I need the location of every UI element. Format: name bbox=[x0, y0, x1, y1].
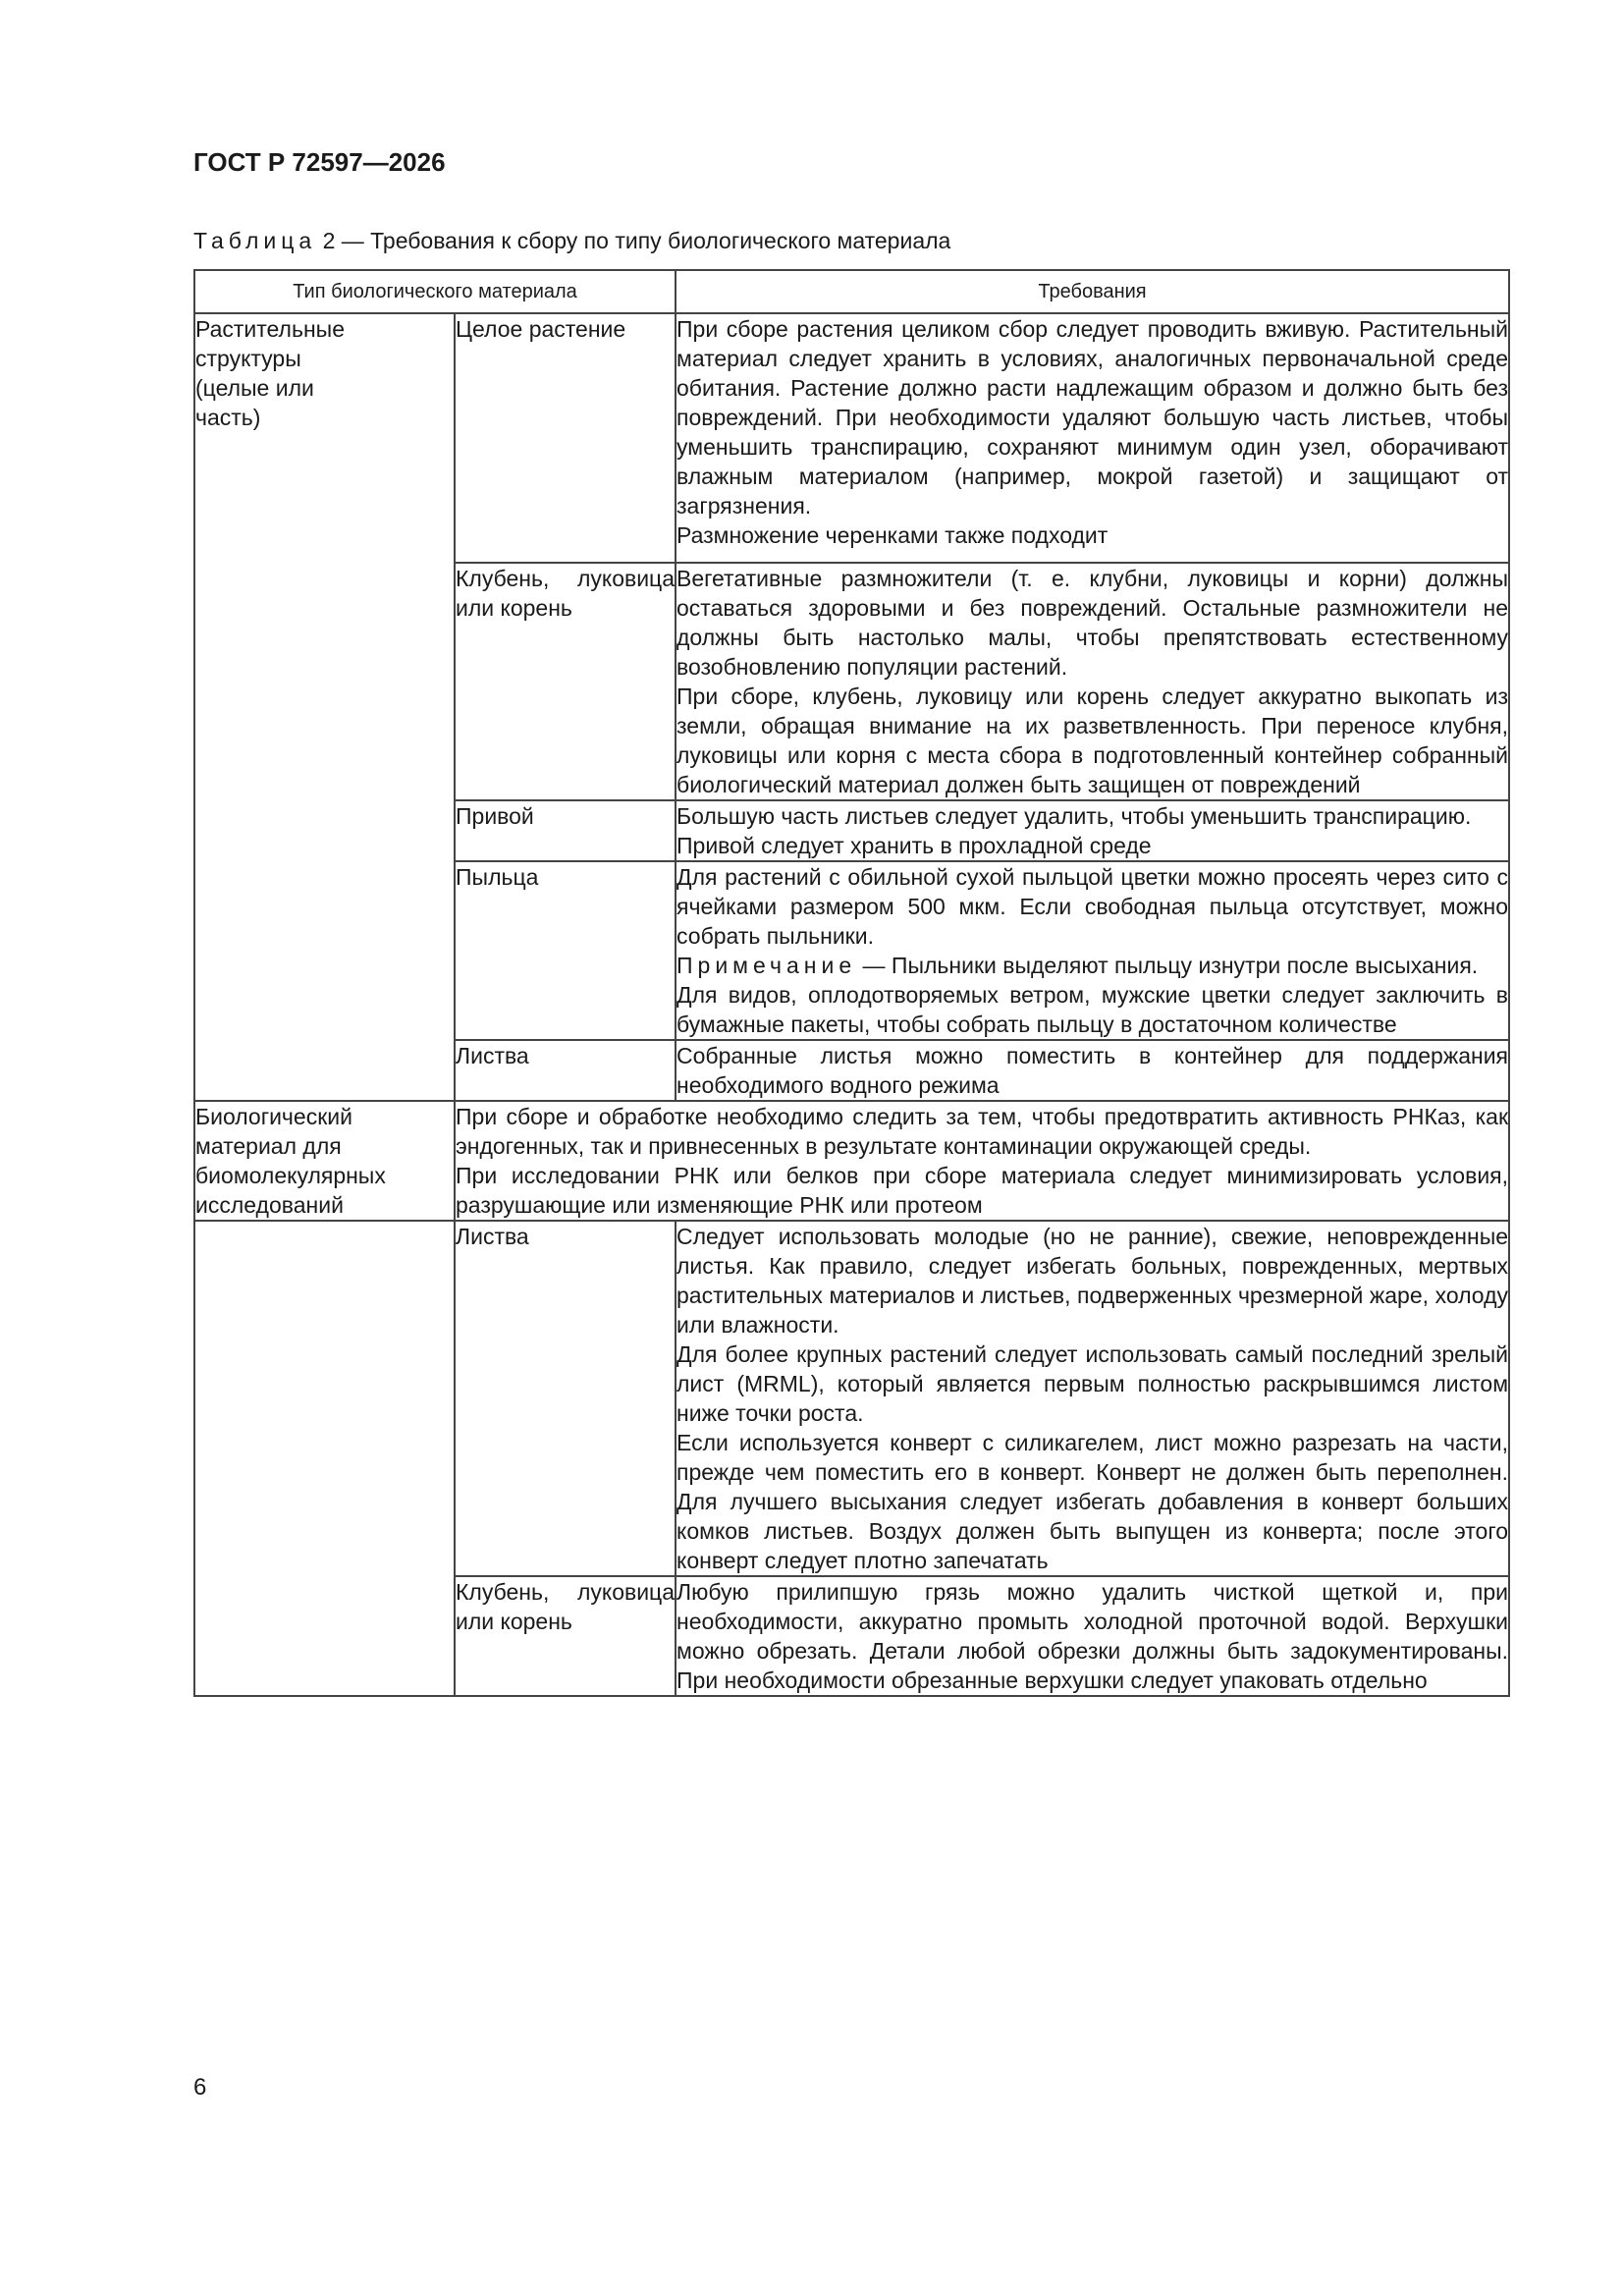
requirements-cell bbox=[676, 861, 1509, 1040]
column-header-requirements: Требования bbox=[676, 270, 1509, 313]
subtype-cell: Клубень, луковица или корень bbox=[455, 563, 676, 800]
subtype-cell: Листва bbox=[455, 1221, 676, 1576]
requirements-cell bbox=[455, 1101, 1509, 1221]
group-label: Биологический материал для биомолекулярных исследований bbox=[195, 1104, 386, 1218]
group-cell-bio bbox=[194, 1101, 455, 1221]
table-caption bbox=[193, 228, 950, 254]
note-text: — Пыльники выделяют пыльцу изнутри после высыхания. bbox=[856, 953, 1479, 978]
paragraph: При сборе растения целиком сбор следует проводить вживую. Растительный материал следует хранить в условиях, аналогичных первоначальной среде обитания. Растение должно расти надлежащим образом и должно быть без повреждений. При необходимости удаляют большую часть листьев, чтобы уменьшить транспирацию, сохраняют минимум один узел, оборачивают влажным материалом (например, мокрой газетой) и защищают от загрязнения. bbox=[676, 316, 1509, 519]
paragraph: Для растений с обильной сухой пыльцой цветки можно просеять через сито с ячейками размером 500 мкм. Если свободная пыльца отсутствует, можно собрать пыльники. bbox=[676, 864, 1509, 949]
paragraph: Для видов, оплодотворяемых ветром, мужские цветки следует заключить в бумажные пакеты, чтобы собрать пыльцу в достаточном количестве bbox=[676, 982, 1509, 1037]
requirements-cell bbox=[676, 1576, 1509, 1696]
paragraph: Размножение черенками также подходит bbox=[676, 522, 1109, 548]
column-header-type: Тип биологического материала bbox=[194, 270, 676, 313]
paragraph: Любую прилипшую грязь можно удалить чисткой щеткой и, при необходимости, аккуратно промыть холодной проточной водой. Верхушки можно обрезать. Детали любой обрезки должны быть задокументированы. При необходимости обрезанные верхушки следует упаковать отдельно bbox=[676, 1579, 1509, 1693]
requirements-table bbox=[193, 269, 1510, 1697]
requirements-cell bbox=[676, 800, 1509, 861]
group-cell-plant bbox=[194, 313, 455, 1101]
document-header: ГОСТ Р 72597—2026 bbox=[193, 147, 446, 177]
table-row bbox=[194, 1101, 1509, 1221]
note-label: Примечание bbox=[676, 953, 857, 978]
group-cell-empty bbox=[194, 1221, 455, 1696]
paragraph: При исследовании РНК или белков при сборе материала следует минимизировать условия, разрушающие или изменяющие РНК или протеом bbox=[456, 1163, 1509, 1218]
paragraph: При сборе, клубень, луковицу или корень следует аккуратно выкопать из земли, обращая внимание на их разветвленность. При переносе клубня, луковицы или корня с места сбора в подготовленный контейнер собранный биологический материал должен быть защищен от повреждений bbox=[676, 683, 1509, 797]
requirements-cell bbox=[676, 313, 1509, 563]
caption-text: 2 — Требования к сбору по типу биологического материала bbox=[316, 228, 951, 253]
subtype-cell: Целое растение bbox=[455, 313, 676, 563]
subtype-cell: Пыльца bbox=[455, 861, 676, 1040]
paragraph: Собранные листья можно поместить в контейнер для поддержания необходимого водного режима bbox=[676, 1043, 1509, 1098]
paragraph: При сборе и обработке необходимо следить за тем, чтобы предотвратить активность РНКаз, как эндогенных, так и привнесенных в результате контаминации окружающей среды. bbox=[456, 1104, 1509, 1159]
requirements-cell bbox=[676, 563, 1509, 800]
table-row bbox=[194, 1221, 1509, 1576]
subtype-cell: Клубень, луковица или корень bbox=[455, 1576, 676, 1696]
paragraph: Большую часть листьев следует удалить, чтобы уменьшить транспирацию. bbox=[676, 803, 1472, 829]
paragraph: Следует использовать молодые (но не ранние), свежие, неповрежденные листья. Как правило, следует избегать больных, поврежденных, мертвых растительных материалов и листьев, подверженных чрезмерной жаре, холоду или влажности. bbox=[676, 1224, 1509, 1338]
group-label: Растительные структуры (целые или часть) bbox=[195, 316, 345, 430]
subtype-cell: Привой bbox=[455, 800, 676, 861]
table-header-row bbox=[194, 270, 1509, 313]
page-number: 6 bbox=[193, 2074, 207, 2101]
paragraph: Привой следует хранить в прохладной среде bbox=[676, 833, 1152, 858]
requirements-cell bbox=[676, 1221, 1509, 1576]
requirements-cell bbox=[676, 1040, 1509, 1101]
subtype-cell: Листва bbox=[455, 1040, 676, 1101]
table-row bbox=[194, 313, 1509, 563]
caption-word: Таблица bbox=[193, 228, 317, 253]
paragraph: Если используется конверт с силикагелем, лист можно разрезать на части, прежде чем поместить его в конверт. Конверт не должен быть переполнен. Для лучшего высыхания следует избегать добавления в конверт больших комков листьев. Воздух должен быть выпущен из конверта; после этого конверт следует плотно запечатать bbox=[676, 1430, 1509, 1573]
note-paragraph bbox=[676, 951, 1508, 980]
paragraph: Вегетативные размножители (т. е. клубни, луковицы и корни) должны оставаться здоровыми и без повреждений. Остальные размножители не должны быть настолько малы, чтобы препятствовать естественному возобновлению популяции растений. bbox=[676, 566, 1509, 680]
paragraph: Для более крупных растений следует использовать самый последний зрелый лист (MRML), который является первым полностью раскрывшимся листом ниже точки роста. bbox=[676, 1341, 1509, 1426]
